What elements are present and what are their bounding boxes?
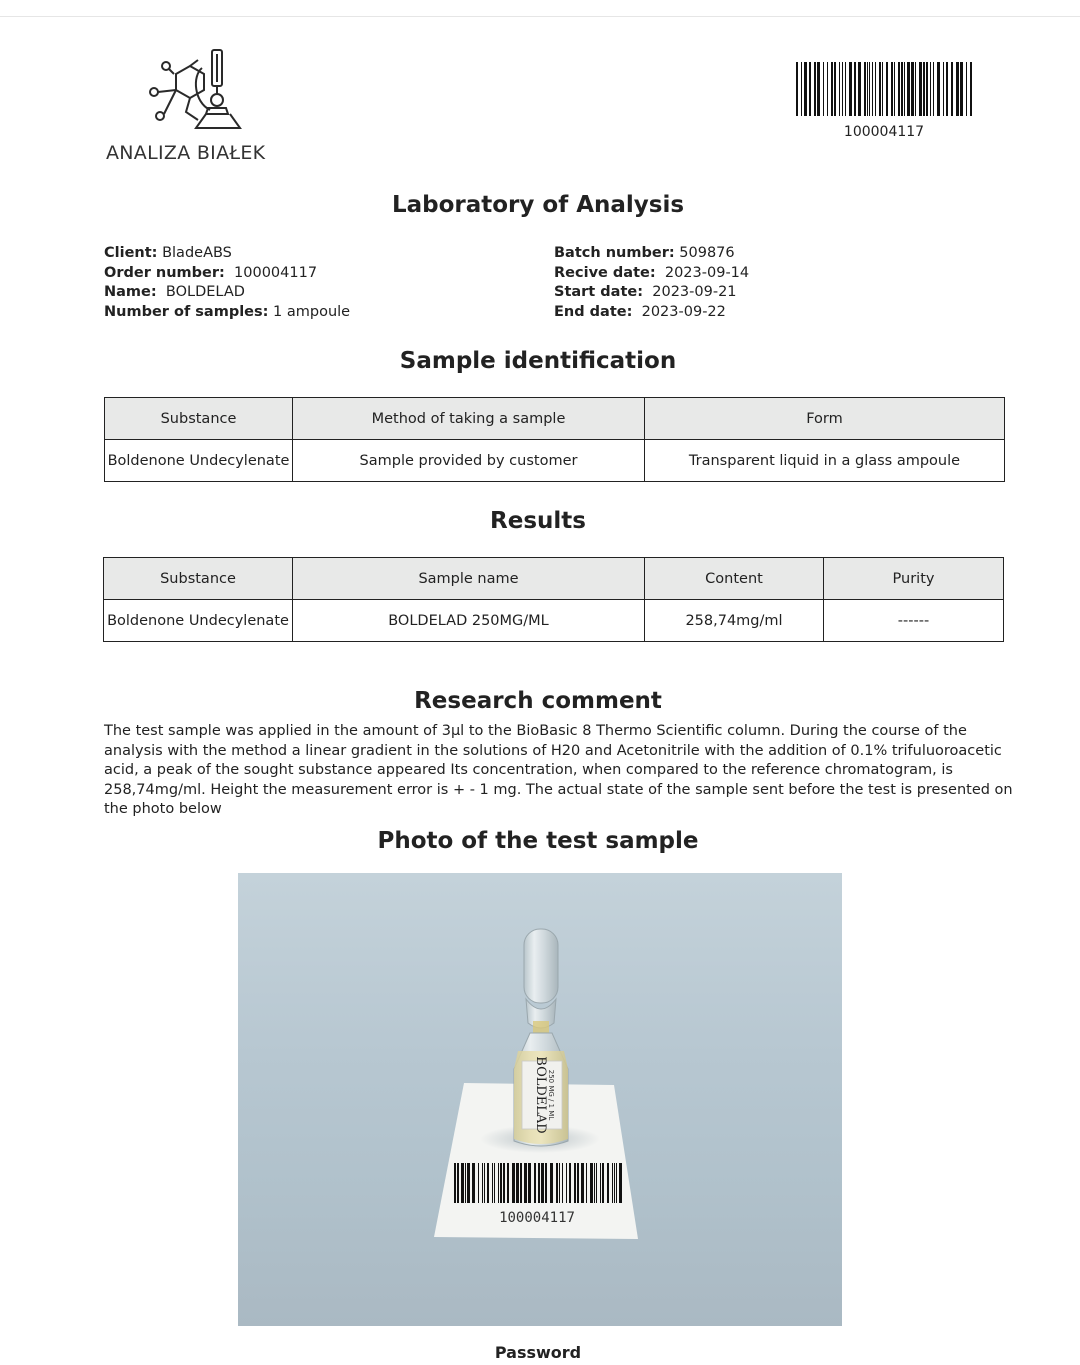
password-label: Password (494, 1343, 582, 1362)
table-row (105, 440, 1005, 482)
table-header-row (105, 398, 1005, 440)
barcode-image (796, 62, 972, 116)
table-cell: Boldenone Undecylenate (104, 600, 293, 642)
info-end-date: End date: 2023-09-22 (554, 303, 726, 320)
ampoule-label-dose: 250 MG / 1 ML (547, 1069, 555, 1121)
table-header-cell: Form (645, 398, 1005, 440)
results-heading: Results (490, 508, 586, 534)
sample-photo (238, 873, 842, 1326)
table-cell: 258,74mg/ml (645, 600, 824, 642)
table-cell: Sample provided by customer (293, 440, 645, 482)
table-header-cell: Content (645, 558, 824, 600)
table-header-cell: Purity (824, 558, 1004, 600)
table-cell: ------ (824, 600, 1004, 642)
info-name: Name: BOLDELAD (104, 284, 245, 300)
comment-text: The test sample was applied in the amount of 3μl to the BioBasic 8 Thermo Scientific column. During the course of the analysis with the method a linear gradient in the solutions of H20 and Acetonitrile with the addition of 0.1% trifuluoroacetic acid, a peak of the sought substance appeared Its concentration, when compared to the reference chromatogram, is 258,74mg/ml. Height the measurement error is + - 1 mg. The actual state of the sample sent before the test is presented on the photo below (104, 723, 1013, 817)
table-header-cell: Sample name (293, 558, 645, 600)
info-right (554, 244, 749, 322)
table-header-row (104, 558, 1004, 600)
table-header-cell: Substance (105, 398, 293, 440)
photo-heading: Photo of the test sample (377, 828, 699, 854)
company-logo (100, 48, 290, 168)
ampoule-label-name: BOLDELAD (533, 1056, 548, 1134)
table-header-cell: Method of taking a sample (293, 398, 645, 440)
info-left (104, 244, 350, 322)
molecule-microscope-icon (146, 48, 246, 136)
identification-table (104, 397, 1005, 482)
info-order-number: Order number: 100004117 (104, 264, 318, 281)
table-header-cell: Substance (104, 558, 293, 600)
info-client: Client: BladeABS (104, 245, 232, 261)
report-title: Laboratory of Analysis (391, 192, 685, 218)
barcode-number: 100004117 (843, 124, 925, 140)
info-start-date: Start date: 2023-09-21 (554, 284, 737, 300)
comment-heading: Research comment (414, 688, 662, 714)
table-cell: Boldenone Undecylenate (105, 440, 293, 482)
brand-name: ANALIZA BIAŁEK (106, 142, 266, 164)
identification-heading: Sample identification (399, 348, 677, 374)
info-batch-number: Batch number: 509876 (554, 245, 735, 261)
table-row (104, 600, 1004, 642)
results-table (103, 557, 1004, 642)
ampoule-photo-illustration (238, 873, 842, 1326)
info-receive-date: Recive date: 2023-09-14 (554, 264, 750, 281)
table-cell: BOLDELAD 250MG/ML (293, 600, 645, 642)
card-barcode-number: 100004117 (499, 1210, 575, 1226)
top-divider (0, 16, 1080, 17)
table-cell: Transparent liquid in a glass ampoule (645, 440, 1005, 482)
info-number-of-samples: Number of samples: 1 ampoule (104, 303, 351, 320)
